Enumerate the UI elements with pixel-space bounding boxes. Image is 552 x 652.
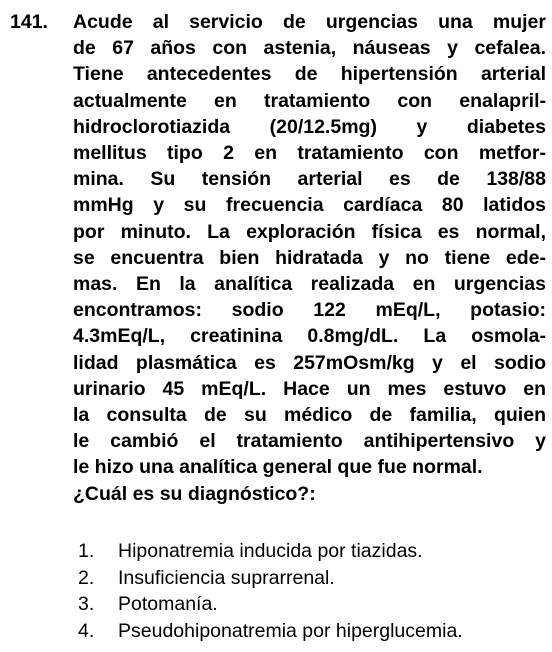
question-line: encontramos: sodio 122 mEq/L, potasio: bbox=[73, 299, 546, 322]
answer-option-3[interactable] bbox=[78, 591, 463, 618]
answer-options bbox=[78, 538, 463, 644]
question-line: Tiene antecedentes de hipertensión arterial bbox=[73, 63, 546, 86]
question-line: le cambió el tratamiento antihipertensivo y bbox=[73, 430, 546, 453]
question-line: urinario 45 mEq/L. Hace un mes estuvo en bbox=[73, 377, 546, 400]
question-block bbox=[10, 9, 546, 507]
question-line: se encuentra bien hidratada y no tiene ede- bbox=[73, 246, 546, 269]
question-number: 141. bbox=[10, 11, 48, 33]
question-line: 4.3mEq/L, creatinina 0.8mg/dL. La osmola- bbox=[73, 325, 546, 348]
question-line: por minuto. La exploración física es normal, bbox=[73, 220, 546, 243]
answer-option-4[interactable] bbox=[78, 618, 463, 645]
option-number: 1. bbox=[78, 540, 95, 562]
option-number: 2. bbox=[78, 566, 95, 589]
option-text: Hiponatremia inducida por tiazidas. bbox=[118, 540, 423, 562]
question-line: ¿Cuál es su diagnóstico?: bbox=[73, 482, 316, 505]
answer-option-2[interactable] bbox=[78, 565, 463, 592]
question-text bbox=[73, 9, 546, 507]
question-line: le hizo una analítica general que fue normal. bbox=[73, 456, 483, 479]
option-number: 3. bbox=[78, 593, 95, 615]
question-line: lidad plasmática es 257mOsm/kg y el sodio bbox=[73, 351, 546, 374]
question-line: mmHg y su frecuencia cardíaca 80 latidos bbox=[73, 194, 546, 217]
answer-option-1[interactable] bbox=[78, 538, 463, 565]
question-line: la consulta de su médico de familia, quien bbox=[73, 404, 546, 427]
question-line: mellitus tipo 2 en tratamiento con metfor- bbox=[73, 142, 546, 165]
option-text: Pseudohiponatremia por hiperglucemia. bbox=[118, 619, 463, 642]
option-number: 4. bbox=[78, 619, 95, 642]
question-line: mina. Su tensión arterial es de 138/88 bbox=[73, 168, 546, 191]
option-text: Potomanía. bbox=[118, 593, 218, 615]
option-text: Insuficiencia suprarrenal. bbox=[118, 566, 335, 589]
question-line: actualmente en tratamiento con enalapril- bbox=[73, 89, 546, 112]
question-line: de 67 años con astenia, náuseas y cefalea. bbox=[73, 37, 546, 60]
question-line: mas. En la analítica realizada en urgencias bbox=[73, 273, 546, 296]
question-line: hidroclorotiazida (20/12.5mg) y diabetes bbox=[73, 115, 546, 138]
question-line: Acude al servicio de urgencias una mujer bbox=[73, 11, 546, 33]
